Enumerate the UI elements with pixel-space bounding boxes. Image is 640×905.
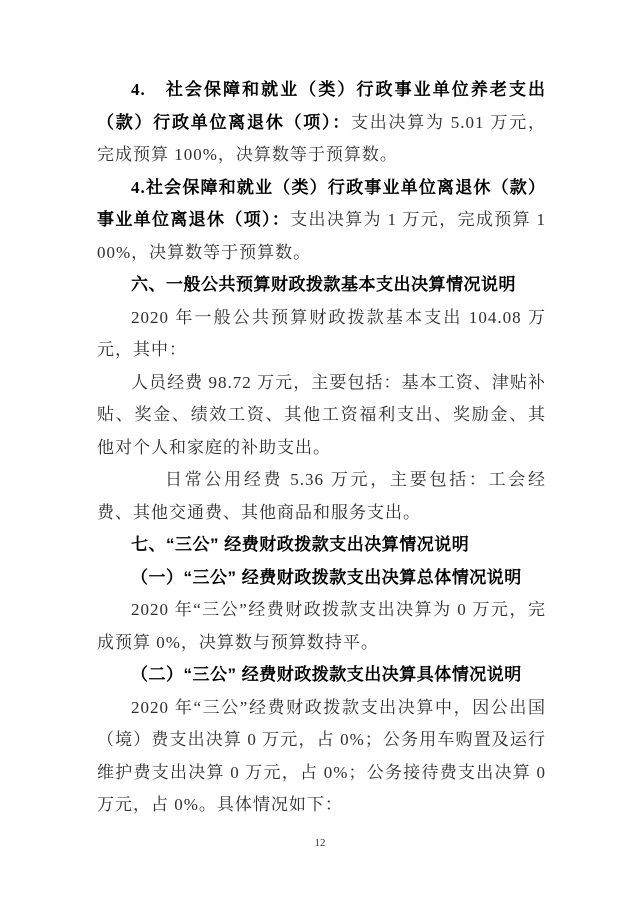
page-number: 12 bbox=[314, 837, 326, 849]
para-basic-expenditure-total: 2020 年一般公共预算财政拨款基本支出 104.08 万元，其中： bbox=[97, 307, 546, 359]
section-heading-seven: 七、“三公” 经费财政拨款支出决算情况说明 bbox=[131, 535, 470, 554]
para-body-text: 支出决算为 1 万元，完成预算 100%，决算数等于预算数。 bbox=[97, 210, 547, 262]
para-daily-operating-funds: 日常公用经费 5.36 万元，主要包括：工会经费、其他交通费、其他商品和服务支出。 bbox=[97, 470, 546, 522]
para-three-public-detail: 2020 年“三公”经费财政拨款支出决算中，因公出国（境）费支出决算 0 万元，占 0%；公务用车购置及运行维护费支出决算 0 万元，占 0%；公务接待费支出决算 0 万元，占 0%。具体情况如下： bbox=[97, 697, 546, 814]
para-body-text: 支出决算为 5.01 万元，完成预算 100%，决算数等于预算数。 bbox=[97, 112, 546, 164]
section-heading-six: 六、一般公共预算财政拨款基本支出决算情况说明 bbox=[131, 275, 516, 294]
para-lead-bold: 4. 社会保障和就业（类）行政事业单位养老支出（款）行政单位离退休（项）： bbox=[97, 80, 546, 132]
subsection-heading-one: （一）“三公” 经费财政拨款支出决算总体情况说明 bbox=[131, 567, 522, 587]
subsection-heading-two: （二）“三公” 经费财政拨款支出决算具体情况说明 bbox=[131, 665, 522, 684]
para-retirement-expenditure-item bbox=[97, 172, 546, 270]
para-three-public-overall: 2020 年“三公”经费财政拨款支出决算为 0 万元，完成预算 0%，决算数与预算数持平。 bbox=[97, 600, 546, 652]
para-lead-bold: 4.社会保障和就业（类）行政事业单位离退休（款）事业单位离退休（项）： bbox=[97, 177, 546, 229]
para-pension-expenditure-item bbox=[97, 74, 546, 172]
document-content bbox=[97, 74, 546, 822]
para-personnel-funds: 人员经费 98.72 万元，主要包括：基本工资、津贴补贴、奖金、绩效工资、其他工资福利支出、奖励金、其他对个人和家庭的补助支出。 bbox=[97, 372, 546, 457]
